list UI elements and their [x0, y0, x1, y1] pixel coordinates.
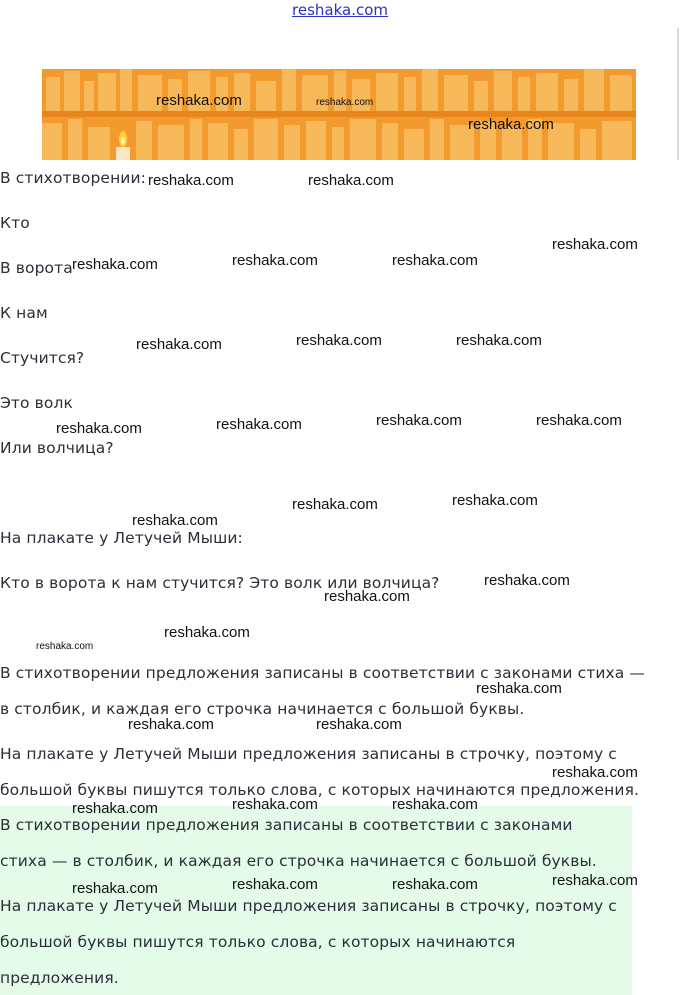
watermark: reshaka.com [148, 172, 234, 189]
watermark: reshaka.com [536, 412, 622, 429]
watermark: reshaka.com [232, 252, 318, 269]
explanation-line: в столбик, и каждая его строчка начинается с большой буквы. [0, 700, 525, 718]
watermark: reshaka.com [484, 572, 570, 589]
watermark: reshaka.com [296, 332, 382, 349]
poem-line: К нам [0, 304, 48, 322]
watermark: reshaka.com [132, 512, 218, 529]
watermark: reshaka.com [476, 680, 562, 697]
watermark: reshaka.com [392, 796, 478, 813]
poem-line: В ворота [0, 259, 73, 277]
explanation-line: На плакате у Летучей Мыши предложения записаны в строчку, поэтому с [0, 745, 617, 763]
watermark: reshaka.com [292, 496, 378, 513]
watermark: reshaka.com [232, 796, 318, 813]
watermark: reshaka.com [72, 800, 158, 817]
watermark: reshaka.com [392, 252, 478, 269]
watermark: reshaka.com [552, 236, 638, 253]
site-link[interactable]: reshaka.com [292, 1, 388, 19]
watermark: reshaka.com [392, 876, 478, 893]
answer-line: стиха — в столбик, и каждая его строчка начинается с большой буквы. [0, 852, 597, 870]
poem-line: Стучится? [0, 349, 85, 367]
watermark: reshaka.com [456, 332, 542, 349]
watermark: reshaka.com [72, 880, 158, 897]
watermark: reshaka.com [232, 876, 318, 893]
scrollbar-divider [677, 28, 679, 160]
answer-line: На плакате у Летучей Мыши предложения записаны в строчку, поэтому с [0, 897, 617, 915]
watermark: reshaka.com [316, 716, 402, 733]
watermark: reshaka.com [552, 764, 638, 781]
watermark: reshaka.com [552, 872, 638, 889]
watermark: reshaka.com [136, 336, 222, 353]
poster-intro: На плакате у Летучей Мыши: [0, 529, 243, 547]
watermark: reshaka.com [128, 716, 214, 733]
poster-text: Кто в ворота к нам стучится? Это волк или волчица? [0, 574, 440, 592]
watermark: reshaka.com [36, 641, 94, 652]
watermark: reshaka.com [452, 492, 538, 509]
watermark: reshaka.com [316, 97, 374, 108]
watermark: reshaka.com [164, 624, 250, 641]
watermark: reshaka.com [376, 412, 462, 429]
bookshelf-banner [42, 69, 636, 160]
watermark: reshaka.com [72, 256, 158, 273]
answer-line: предложения. [0, 969, 119, 987]
watermark: reshaka.com [308, 172, 394, 189]
watermark: reshaka.com [324, 588, 410, 605]
explanation-line: В стихотворении предложения записаны в соответствии с законами стиха — [0, 664, 646, 682]
poem-line: Кто [0, 214, 30, 232]
explanation-line: большой буквы пишутся только слова, с которых начинаются предложения. [0, 781, 640, 799]
watermark: reshaka.com [216, 416, 302, 433]
poem-line: Или волчица? [0, 439, 114, 457]
poem-intro: В стихотворении: [0, 169, 146, 187]
answer-line: большой буквы пишутся только слова, с которых начинаются [0, 933, 516, 951]
watermark: reshaka.com [56, 420, 142, 437]
watermark: reshaka.com [468, 116, 554, 133]
poem-line: Это волк [0, 394, 73, 412]
answer-line: В стихотворении предложения записаны в соответствии с законами [0, 816, 573, 834]
watermark: reshaka.com [156, 92, 242, 109]
